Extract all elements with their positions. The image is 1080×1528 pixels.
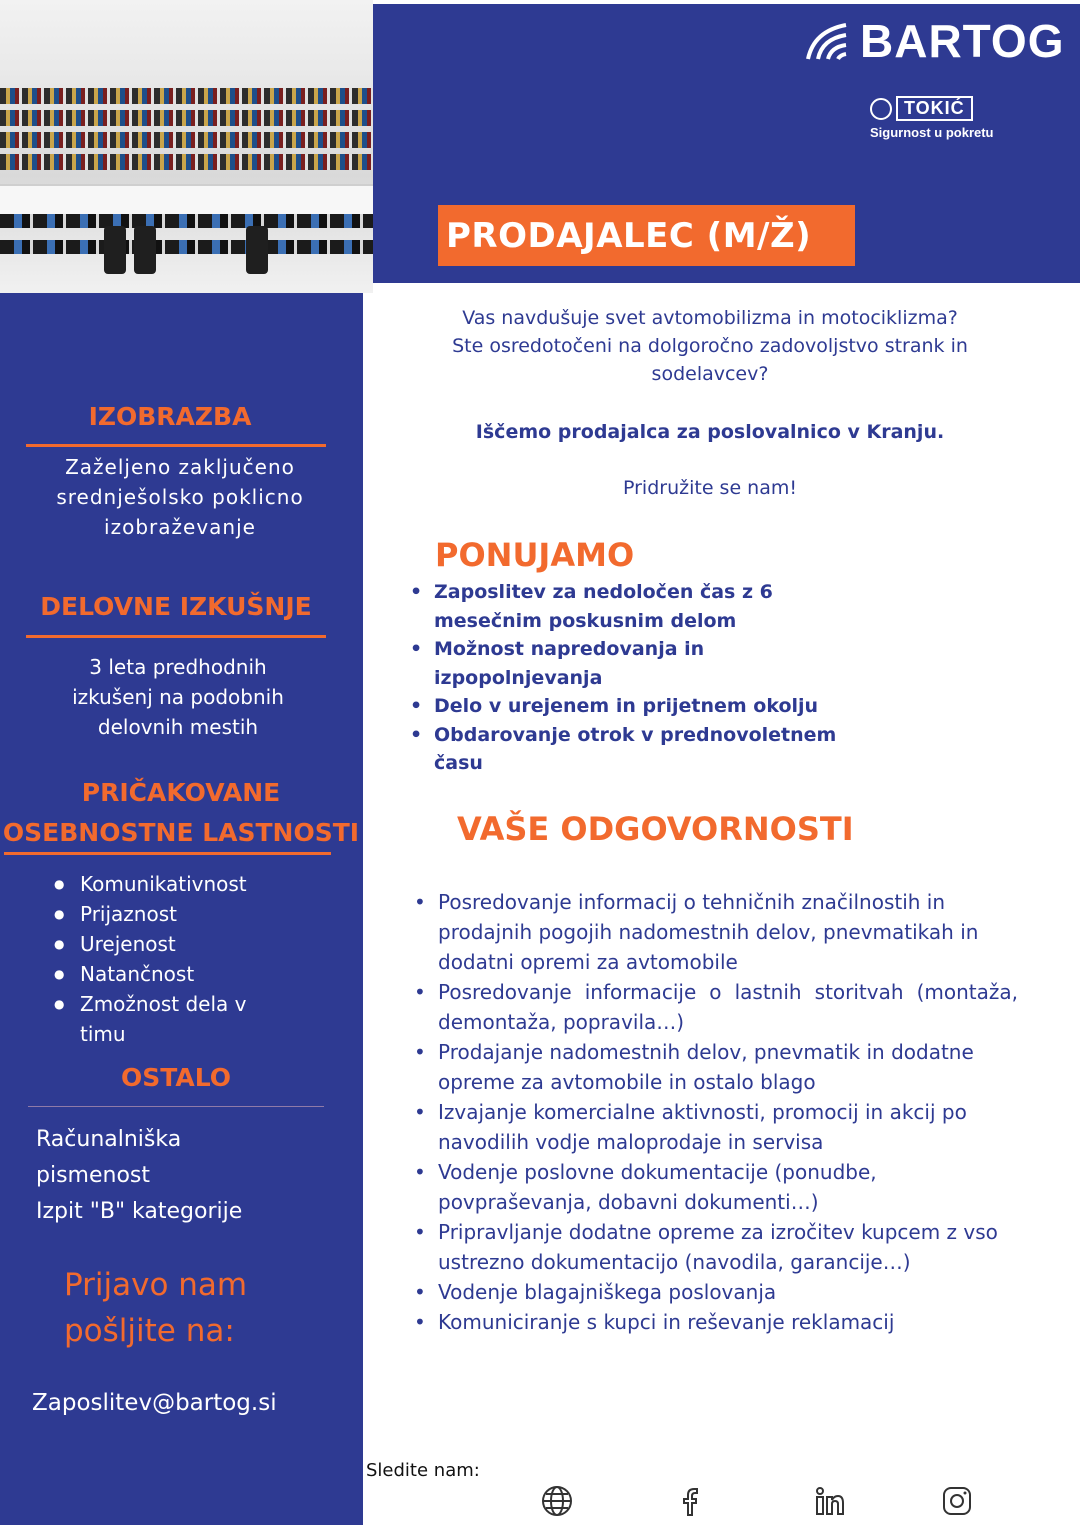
offer-heading: PONUJAMO [435, 536, 635, 574]
tokic-mark-icon [870, 98, 892, 120]
traits-heading-line2: OSEBNOSTNE LASTNOSTI [2, 818, 360, 847]
experience-heading: DELOVNE IZKUŠNJE [40, 592, 312, 621]
follow-label: Sledite nam: [366, 1460, 480, 1481]
list-item: • Vodenje poslovne dokumentacije (ponudbe, povpraševanja, dobavni dokumenti…) [414, 1157, 1018, 1217]
divider [26, 635, 326, 638]
traits-list [54, 869, 294, 1049]
shelf-row [0, 132, 373, 148]
list-item: • Možnost napredovanja in izpopolnjevanja [410, 635, 850, 692]
offer-list [410, 578, 850, 778]
traits-heading-line1: PRIČAKOVANE [81, 778, 281, 807]
other-heading: OSTALO [120, 1063, 231, 1092]
list-item: • Prodajanje nadomestnih delov, pnevmatik in dodatne opreme za avtomobile in ostalo blago [414, 1037, 1018, 1097]
list-item: ● Prijaznost [54, 899, 294, 929]
tokic-slogan: Sigurnost u pokretu [870, 125, 994, 140]
list-item: • Komuniciranje s kupci in reševanje reklamacij [414, 1307, 1018, 1337]
list-item: • Zaposlitev za nedoločen čas z 6 mesečnim poskusnim delom [410, 578, 850, 635]
divider [26, 444, 326, 447]
list-item: • Izvajanje komercialne aktivnosti, promocij in akcij po navodilih vodje maloprodaje in servisa [414, 1097, 1018, 1157]
shelf-row [0, 110, 373, 126]
intro-join: Pridružite se nam! [623, 477, 797, 499]
job-title: PRODAJALEC (M/Ž) [438, 205, 855, 266]
list-item: • Posredovanje informacij o tehničnih značilnostih in prodajnih pogojih nadomestnih delov, pnevmatikah in dodatni opremi za avtomobile [414, 887, 1018, 977]
bartog-logo [806, 14, 1065, 68]
list-item: • Obdarovanje otrok v prednovoletnem času [410, 721, 850, 778]
list-item: • Vodenje blagajniškega poslovanja [414, 1277, 1018, 1307]
apply-heading: Prijavo nam pošljite na: [64, 1267, 248, 1349]
list-item: • Delo v urejenem in prijetnem okolju [410, 692, 850, 721]
list-item: ● Komunikativnost [54, 869, 294, 899]
apply-email-link[interactable]: Zaposlitev@bartog.si [32, 1390, 277, 1416]
facebook-icon[interactable] [674, 1484, 708, 1518]
education-text: Zaželjeno zaključeno srednješolsko poklicno izobraževanje [56, 455, 304, 539]
intro-line-1: Vas navdušuje svet avtomobilizma in motociklizma? [462, 307, 958, 329]
list-item: • Posredovanje informacije o lastnih storitvah (montaža, demontaža, popravila…) [414, 977, 1018, 1037]
other-text [36, 1122, 336, 1230]
list-item: • Pripravljanje dodatne opreme za izročitev kupcem z vso ustrezno dokumentacijo (navodila, garancije…) [414, 1217, 1018, 1277]
tire-stack [104, 226, 126, 274]
education-heading: IZOBRAZBA [88, 402, 252, 431]
list-item: ● Urejenost [54, 929, 294, 959]
shelf-row [0, 88, 373, 104]
tokic-logo [870, 96, 1018, 140]
responsibilities-list [414, 887, 1018, 1337]
divider [28, 1106, 324, 1107]
list-item: ● Natančnost [54, 959, 294, 989]
responsibilities-heading: VAŠE ODGOVORNOSTI [457, 810, 854, 848]
experience-text: 3 leta predhodnih izkušenj na podobnih delovnih mestih [72, 655, 284, 739]
intro-seeking: Iščemo prodajalca za poslovalnico v Kranju. [475, 421, 945, 443]
other-line-1: Računalniška pismenost [36, 1127, 182, 1188]
battery-row [0, 240, 373, 254]
bartog-wordmark: BARTOG [860, 15, 1065, 67]
divider [4, 852, 331, 855]
traits-heading [0, 773, 362, 853]
intro-line-2: Ste osredotočeni na dolgoročno zadovoljstvo strank in sodelavcev? [452, 335, 968, 385]
tire-stack [246, 226, 268, 274]
battery-row [0, 214, 373, 228]
shop-counter [0, 184, 373, 216]
globe-icon[interactable] [540, 1484, 574, 1518]
tokic-wordmark: TOKIĆ [896, 96, 973, 121]
list-item: ● Zmožnost dela v timu [54, 989, 294, 1049]
store-photo [0, 0, 373, 293]
instagram-icon[interactable] [940, 1484, 974, 1518]
bartog-mark-icon [806, 21, 852, 61]
linkedin-icon[interactable] [813, 1484, 847, 1518]
tire-stack [134, 226, 156, 274]
shelf-row [0, 154, 373, 170]
other-line-2: Izpit "B" kategorije [36, 1199, 243, 1224]
